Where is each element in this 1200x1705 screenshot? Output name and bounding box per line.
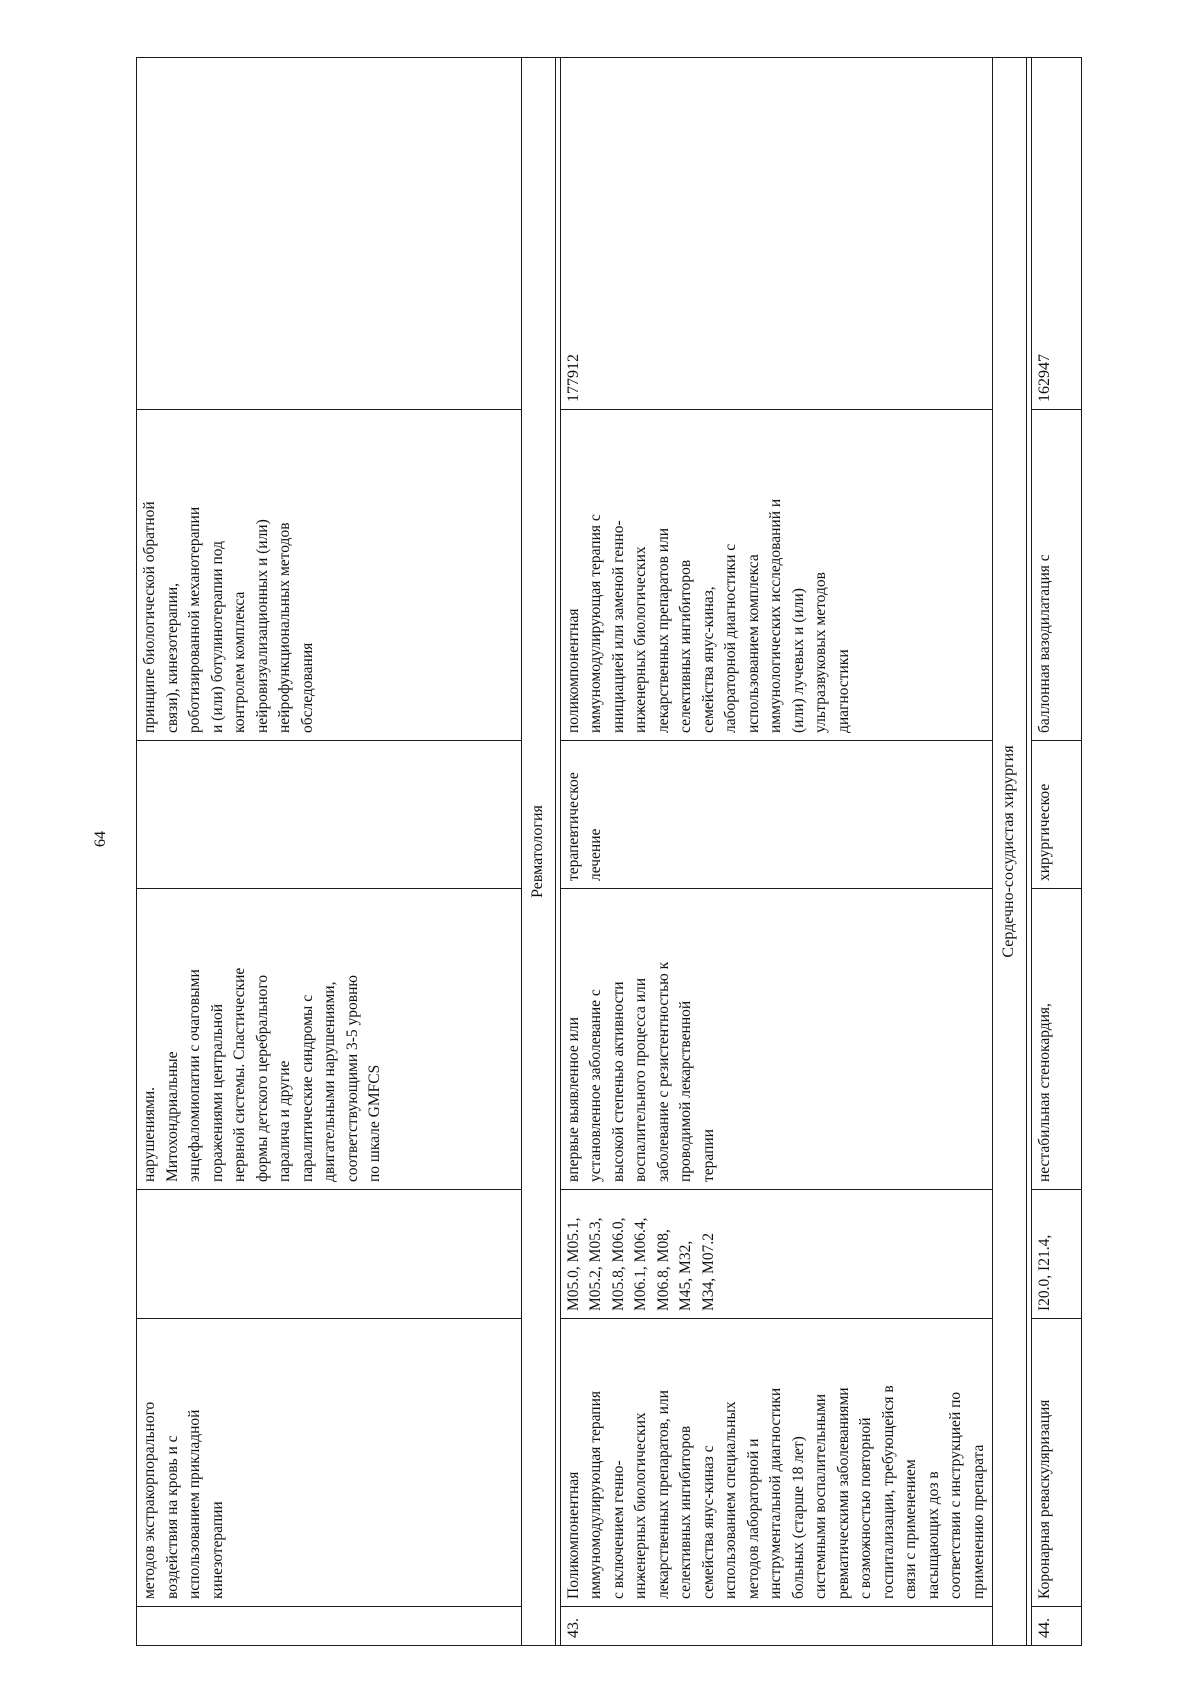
row-number-cell: 44. <box>1031 1607 1081 1646</box>
cost-cell: 177912 <box>560 58 993 410</box>
patient-model-cell: нарушениями. Митохондриальные энцефаломиопатии с очаговыми поражениями центральной нервной системы. Спастические формы детского церебрального паралича и другие паралитические синдромы с двигательными нарушениями, соответствующими 3-5 уровню по шкале GMFCS <box>137 889 522 1190</box>
section-row-rheumatology <box>522 58 556 1646</box>
treatment-method-cell: баллонная вазодилатация с <box>1031 410 1081 741</box>
medical-care-table <box>136 57 1082 1646</box>
care-type-cell: методов экстракорпорального воздействия на кровь и с использованием прикладной кинезотерапии <box>137 1319 522 1607</box>
icd-code-cell: I20.0, I21.4, <box>1031 1190 1081 1319</box>
icd-code-cell <box>137 1190 522 1319</box>
patient-model-cell: нестабильная стенокардия, <box>1031 889 1081 1190</box>
icd-code-cell: M05.0, M05.1, M05.2, M05.3, M05.8, M06.0, M06.1, M06.4, M06.8, M08, M45, M32, M34, M07.2 <box>560 1190 993 1319</box>
table-row-continued <box>137 58 522 1646</box>
care-type-cell: Поликомпонентная иммуномодулирующая терапия с включением генно- инженерных биологических лекарственных препаратов, или селективных ингибиторов семейства янус-киназ с использованием специальных методов лабораторной и инструментальной диагностики больных (старше 18 лет) системными воспалительными ревматическими заболеваниями с возможностью повторной госпитализации, требующейся в связи с применением насыщающих доз в соответствии с инструкцией по применению препарата <box>560 1319 993 1607</box>
cost-cell: 162947 <box>1031 58 1081 410</box>
cost-cell <box>137 58 522 410</box>
section-title-cardiovascular-surgery: Сердечно-сосудистая хирургия <box>993 58 1027 1646</box>
treatment-type-cell <box>137 741 522 889</box>
table-row-44 <box>1031 58 1081 1646</box>
row-number-cell <box>137 1607 522 1646</box>
section-title-rheumatology: Ревматология <box>522 58 556 1646</box>
rotated-page-content <box>136 58 1086 1646</box>
treatment-type-cell: хирургическое <box>1031 741 1081 889</box>
page-number: 64 <box>92 831 109 847</box>
patient-model-cell: впервые выявленное или установленное заболевание с высокой степенью активности воспалительного процесса или заболевание с резистентностью к проводимой лекарственной терапии <box>560 889 993 1190</box>
treatment-type-cell: терапевтическое лечение <box>560 741 993 889</box>
table-row-43 <box>560 58 993 1646</box>
row-number-cell: 43. <box>560 1607 993 1646</box>
section-row-cardiovascular-surgery <box>993 58 1027 1646</box>
treatment-method-cell: поликомпонентная иммуномодулирующая терапия с инициацией или заменой генно- инженерных биологических лекарственных препаратов или селективных ингибиторов семейства янус-киназ, лабораторной диагностики с использованием комплекса иммунологических исследований и (или) лучевых и (или) ультразвуковых методов диагностики <box>560 410 993 741</box>
treatment-method-cell: принципе биологической обратной связи), кинезотерапии, роботизированной механотерапии и (или) ботулинотерапии под контролем комплекса нейровизуализационных и (или) нейрофункциональных методов обследования <box>137 410 522 741</box>
care-type-cell: Коронарная реваскуляризация <box>1031 1319 1081 1607</box>
